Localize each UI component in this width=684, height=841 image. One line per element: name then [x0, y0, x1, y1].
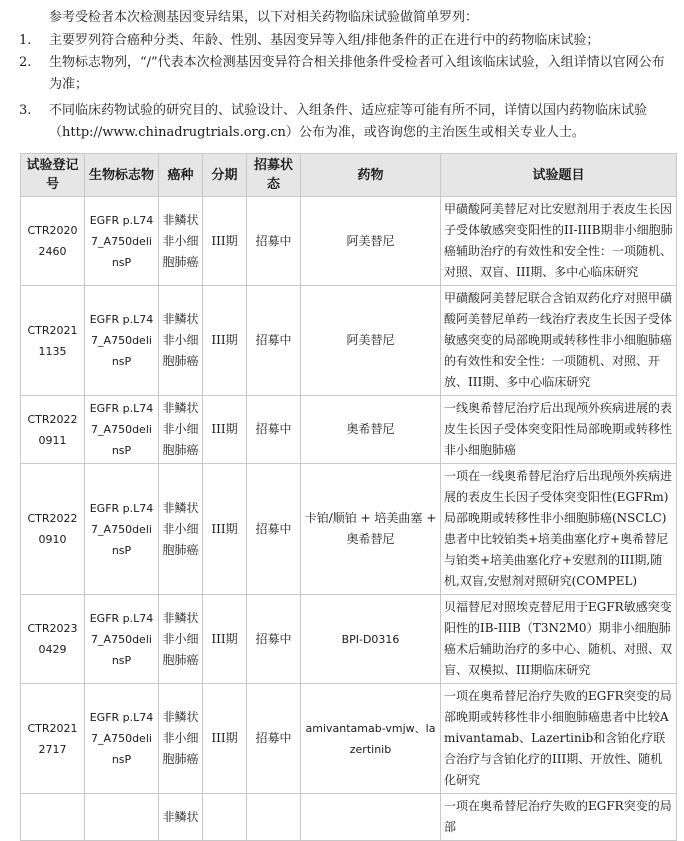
trial-id: CTR20211135: [21, 286, 85, 396]
note-item: [0, 30, 684, 52]
notes-list: [0, 30, 684, 144]
trial-drug: 奥希替尼: [301, 396, 441, 464]
trial-phase: III期: [203, 464, 247, 595]
trial-id: [21, 794, 85, 841]
trial-drug: 卡铂/顺铂 + 培美曲塞 + 奥希替尼: [301, 464, 441, 595]
note-item: [0, 52, 684, 96]
trial-biomarker: EGFR p.L747_A750delinsP: [85, 197, 159, 286]
trial-drug: amivantamab-vmjw、lazertinib: [301, 684, 441, 794]
table-row: [21, 464, 677, 595]
header-phase: 分期: [203, 154, 247, 197]
trial-title: 一项在奥希替尼治疗失败的EGFR突变的局部晚期或转移性非小细胞肺癌患者中比较Amivantamab、Lazertinib和含铂化疗联合治疗与含铂化疗的III期、开放性、随机化研究: [441, 684, 677, 794]
trial-biomarker: EGFR p.L747_A750delinsP: [85, 286, 159, 396]
trial-biomarker: EGFR p.L747_A750delinsP: [85, 684, 159, 794]
intro-text: 参考受检者本次检测基因变异结果，以下对相关药物临床试验做简单罗列：: [49, 10, 479, 25]
table-row: [21, 794, 677, 841]
trial-title: 甲磺酸阿美替尼对比安慰剂用于表皮生长因子受体敏感突变阳性的II-IIIB期非小细胞肺癌辅助治疗的有效性和安全性：一项随机、对照、双盲、III期、多中心临床研究: [441, 197, 677, 286]
header-trial-id: 试验登记号: [21, 154, 85, 197]
trial-biomarker: EGFR p.L747_A750delinsP: [85, 396, 159, 464]
note-number: 1.: [19, 33, 32, 48]
header-title: 试验题目: [441, 154, 677, 197]
trial-biomarker: EGFR p.L747_A750delinsP: [85, 464, 159, 595]
trial-cancer: 非鳞状非小细胞肺癌: [159, 595, 203, 684]
trial-biomarker: [85, 794, 159, 841]
note-number: 2.: [19, 55, 32, 70]
trial-drug: [301, 794, 441, 841]
table-header-row: [21, 154, 677, 197]
trial-status: 招募中: [247, 286, 301, 396]
trial-title: 贝福替尼对照埃克替尼用于EGFR敏感突变阳性的IB-IIIB（T3N2M0）期非小细胞肺癌术后辅助治疗的多中心、随机、对照、双盲、双模拟、III期临床研究: [441, 595, 677, 684]
note-item: [0, 100, 684, 144]
note-text: 不同临床药物试验的研究目的、试验设计、入组条件、适应症等可能有所不同，详情以国内药物临床试验（http://www.chinadrugtrials.org.cn）公布为准，或咨询您的主治医生或相关专业人士。: [49, 103, 648, 140]
trial-phase: III期: [203, 595, 247, 684]
trial-biomarker: EGFR p.L747_A750delinsP: [85, 595, 159, 684]
header-cancer: 癌种: [159, 154, 203, 197]
trial-status: 招募中: [247, 197, 301, 286]
trial-cancer: 非鳞状非小细胞肺癌: [159, 396, 203, 464]
note-text: 主要罗列符合癌种分类、年龄、性别、基因变异等入组/排他条件的正在进行中的药物临床试验；: [49, 33, 600, 48]
header-drug: 药物: [301, 154, 441, 197]
header-biomarker: 生物标志物: [85, 154, 159, 197]
table-row: [21, 286, 677, 396]
trial-id: CTR20212717: [21, 684, 85, 794]
trial-id: CTR20202460: [21, 197, 85, 286]
trial-status: 招募中: [247, 396, 301, 464]
trial-phase: III期: [203, 396, 247, 464]
table-row: [21, 197, 677, 286]
trial-cancer: 非鳞状非小细胞肺癌: [159, 684, 203, 794]
trial-drug: BPI-D0316: [301, 595, 441, 684]
trial-phase: [203, 794, 247, 841]
trial-cancer: 非鳞状: [159, 794, 203, 841]
trial-cancer: 非鳞状非小细胞肺癌: [159, 286, 203, 396]
trial-phase: III期: [203, 286, 247, 396]
table-row: [21, 396, 677, 464]
trial-status: [247, 794, 301, 841]
note-text: 生物标志物列，“/”代表本次检测基因变异符合相关排他条件受检者可入组该临床试验，入组详情以官网公布为准；: [49, 55, 665, 92]
note-number: 3.: [19, 103, 32, 118]
trial-cancer: 非鳞状非小细胞肺癌: [159, 464, 203, 595]
header-status: 招募状态: [247, 154, 301, 197]
trial-id: CTR20220911: [21, 396, 85, 464]
trial-status: 招募中: [247, 464, 301, 595]
trial-cancer: 非鳞状非小细胞肺癌: [159, 197, 203, 286]
trial-id: CTR20220910: [21, 464, 85, 595]
trial-status: 招募中: [247, 684, 301, 794]
trial-title: 甲磺酸阿美替尼联合含铂双药化疗对照甲磺酸阿美替尼单药一线治疗表皮生长因子受体敏感突变的局部晚期或转移性非小细胞肺癌的有效性和安全性：一项随机、对照、开放、III期、多中心临床研究: [441, 286, 677, 396]
trial-phase: III期: [203, 197, 247, 286]
trial-drug: 阿美替尼: [301, 286, 441, 396]
trial-title: 一线奥希替尼治疗后出现颅外疾病进展的表皮生长因子受体突变阳性局部晚期或转移性非小细胞肺癌: [441, 396, 677, 464]
trial-id: CTR20230429: [21, 595, 85, 684]
table-row: [21, 684, 677, 794]
table-row: [21, 595, 677, 684]
clinical-trials-table: [20, 153, 677, 841]
trial-title: 一项在奥希替尼治疗失败的EGFR突变的局部: [441, 794, 677, 841]
trial-title: 一项在一线奥希替尼治疗后出现颅外疾病进展的表皮生长因子受体突变阳性(EGFRm)局部晚期或转移性非小细胞肺癌(NSCLC)患者中比较铂类+培美曲塞化疗+奥希替尼与铂类+培美曲塞化疗+安慰剂的III期,随机,双盲,安慰剂对照研究(COMPEL): [441, 464, 677, 595]
trial-status: 招募中: [247, 595, 301, 684]
trial-drug: 阿美替尼: [301, 197, 441, 286]
trial-phase: III期: [203, 684, 247, 794]
